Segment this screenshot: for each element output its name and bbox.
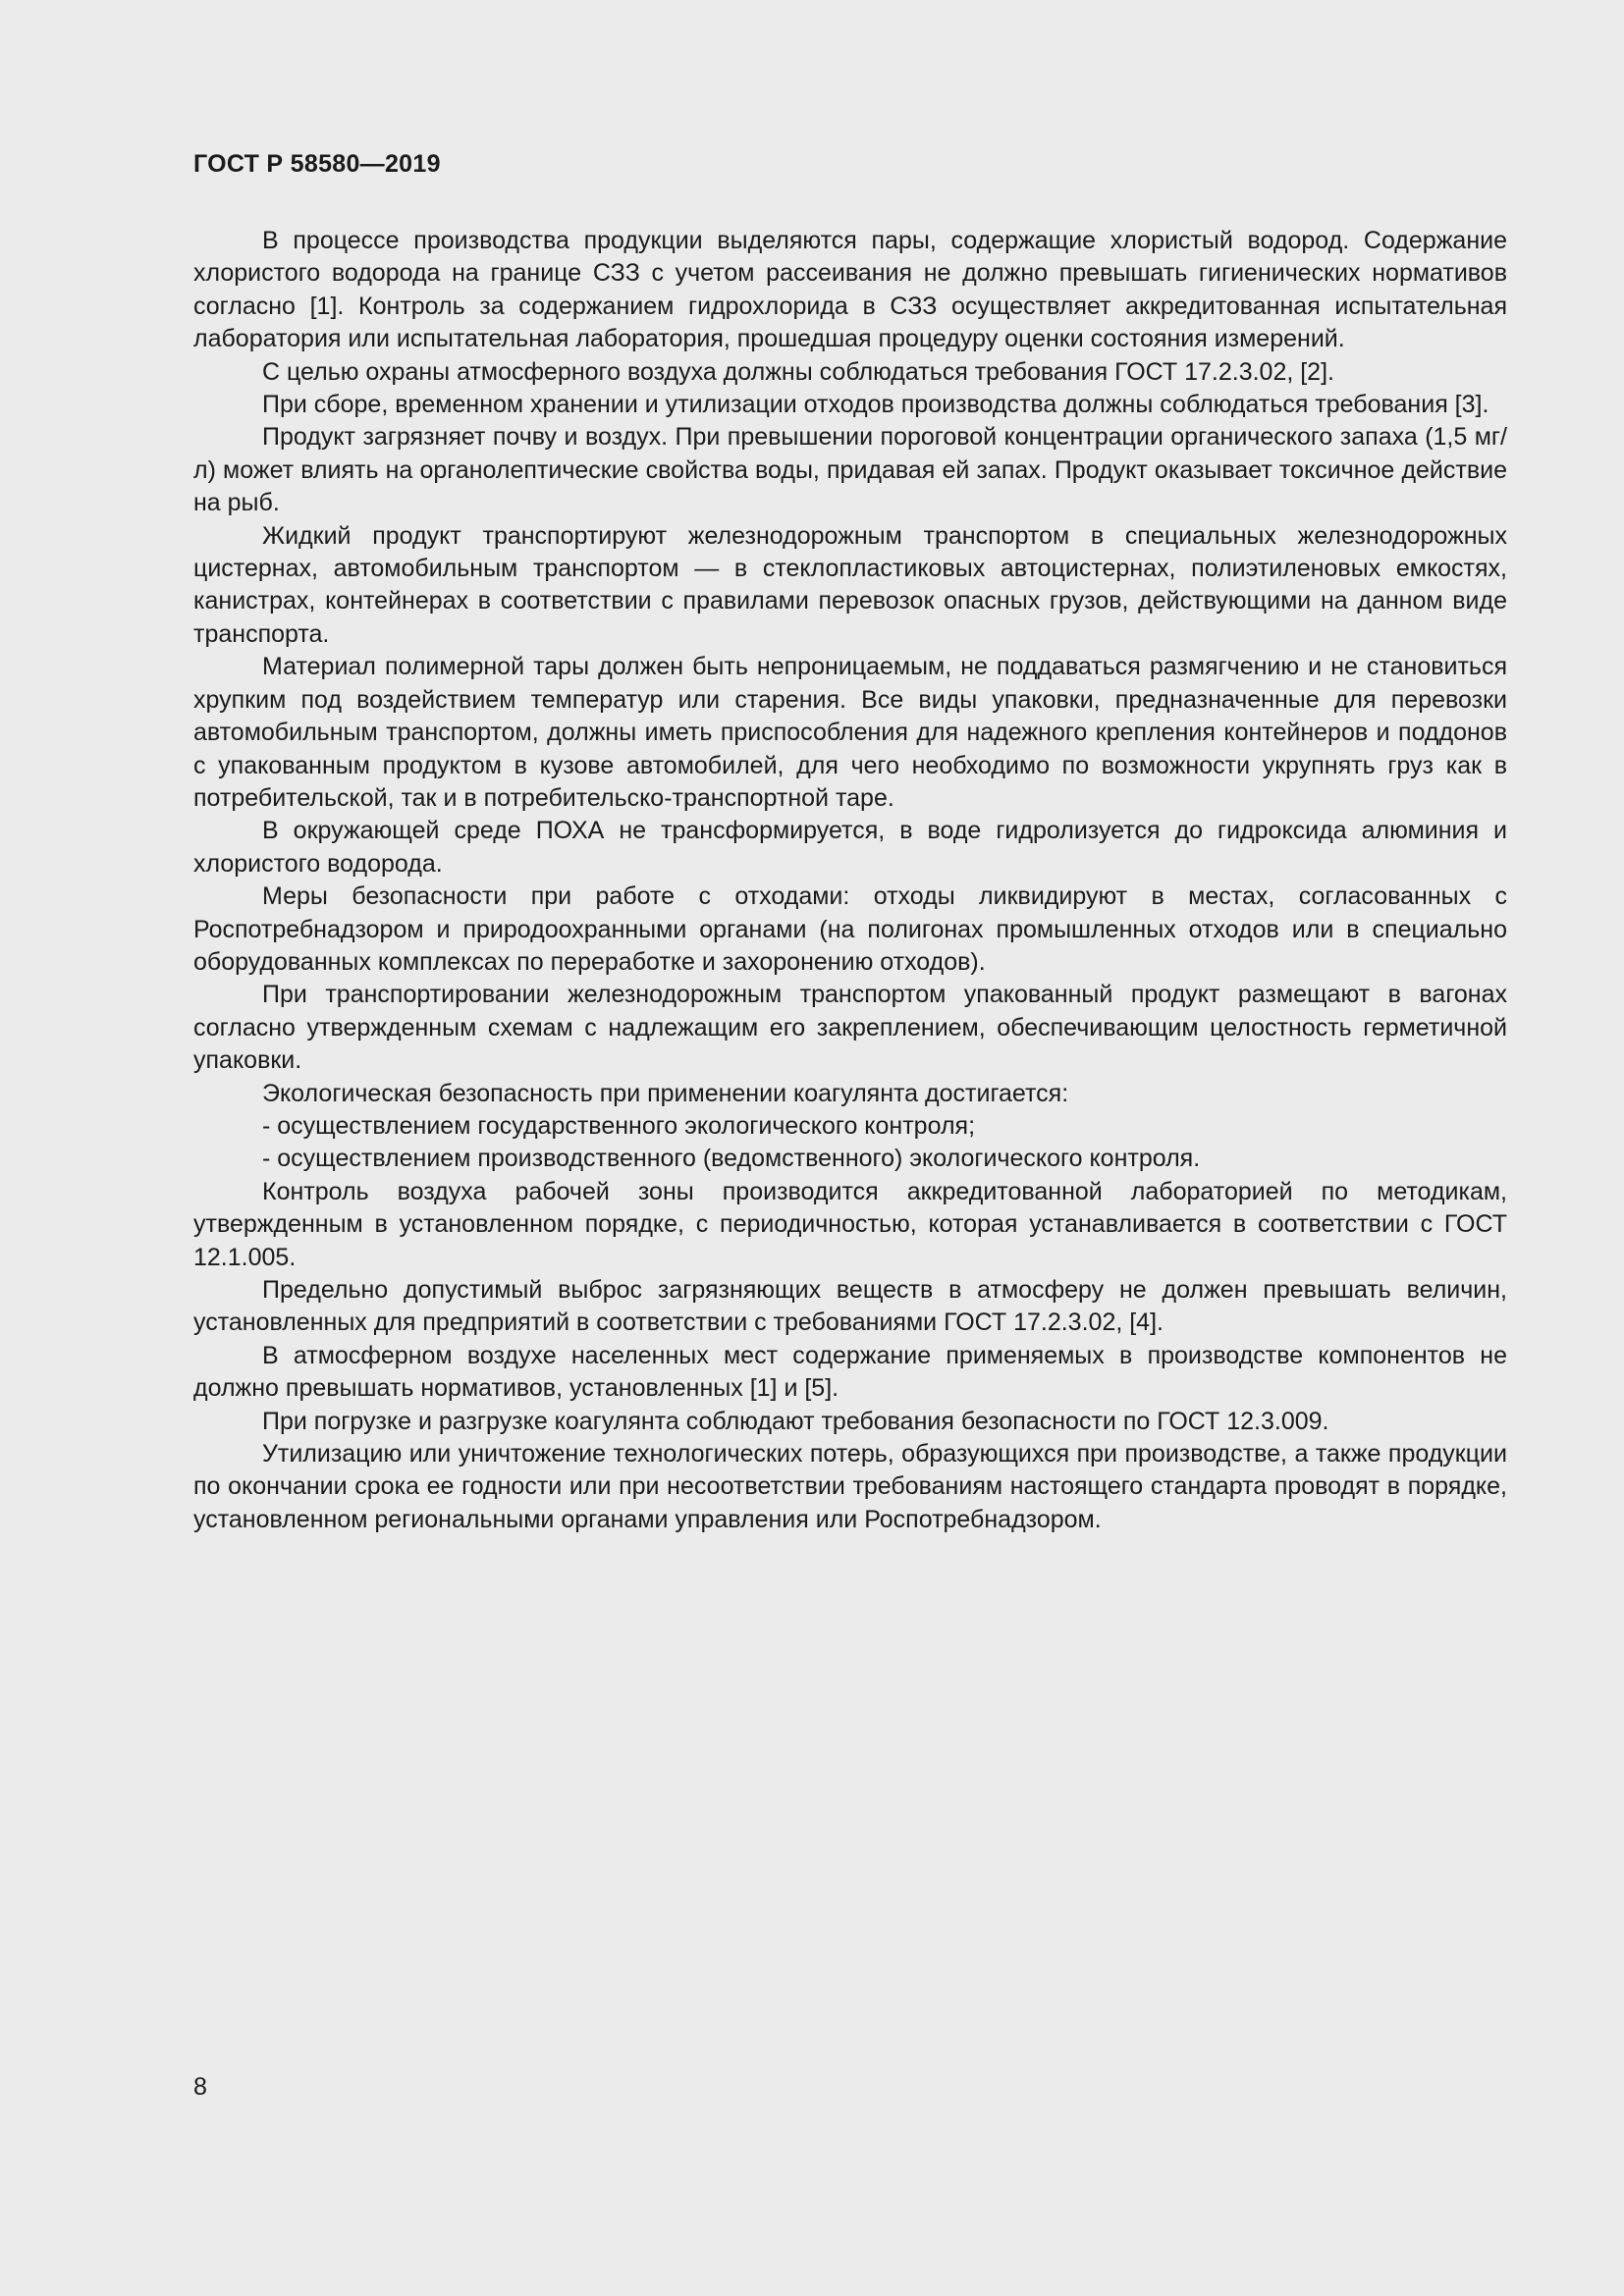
paragraph-transport: Жидкий продукт транспортируют железнодорожным транспортом в специальных железнодорожных цистернах, автомобильным транспортом — в стеклопластиковых автоцистернах, полиэтиленовых емкостях, канистрах, контейнерах в соответствии с правилами перевозок опасных грузов, действующими на данном виде транспорта. (193, 521, 1507, 648)
paragraph-emission-limit: Предельно допустимый выброс загрязняющих веществ в атмосферу не должен превышать величин, установленных для предприятий в соответствии с требованиями ГОСТ 17.2.3.02, [4]. (193, 1276, 1507, 1337)
paragraph-container-material: Материал полимерной тары должен быть непроницаемым, не поддаваться размягчению и не становиться хрупким под воздействием температур или старения. Все виды упаковки, предназначенные для перевозки автомобильным транспортом, должны иметь приспособления для надежного крепления контейнеров и поддонов с упакованным продуктом в кузове автомобилей, для чего необходимо по возможности укрупнять груз как в потребительской, так и в потребительско-транспортной таре. (193, 653, 1507, 812)
paragraph-disposal: Утилизацию или уничтожение технологических потерь, образующихся при производстве, а также продукции по окончании срока ее годности или при несоответствии требованиям настоящего стандарта проводят в порядке, установленном региональными органами управления или Роспотребнадзором. (193, 1440, 1507, 1533)
paragraph-residential-air: В атмосферном воздухе населенных мест содержание применяемых в производстве компонентов не должно превышать нормативов, установленных [1] и [5]. (193, 1341, 1507, 1403)
paragraph-soil-pollution: Продукт загрязняет почву и воздух. При превышении пороговой концентрации органического запаха (1,5 мг/л) может влиять на органолептические свойства воды, придавая ей запах. Продукт оказывает токсичное действие на рыб. (193, 423, 1507, 517)
document-body (193, 225, 1507, 1536)
paragraph-workplace-air: Контроль воздуха рабочей зоны производится аккредитованной лабораторией по методикам, утвержденным в установленном порядке, с периодичностью, которая устанавливается в соответствии с ГОСТ 12.1.005. (193, 1177, 1507, 1271)
paragraph-air-protection: С целью охраны атмосферного воздуха должны соблюдаться требования ГОСТ 17.2.3.02, [2]. (262, 357, 1334, 386)
list-item-state-control: - осуществлением государственного экологического контроля; (262, 1111, 976, 1140)
paragraph-hcl-emissions: В процессе производства продукции выделяются пары, содержащие хлористый водород. Содержание хлористого водорода на границе СЗЗ с учетом рассеивания не должно превышать гигиенических нормативов согласно [1]. Контроль за содержанием гидрохлорида в СЗЗ осуществляет аккредитованная испытательная лаборатория или испытательная лаборатория, прошедшая процедуру оценки состояния измерений. (193, 227, 1507, 353)
paragraph-rail-transport: При транспортировании железнодорожным транспортом упакованный продукт размещают в вагонах согласно утвержденным схемам с надлежащим его закреплением, обеспечивающим целостность герметичной упаковки. (193, 981, 1507, 1075)
paragraph-waste-safety: Меры безопасности при работе с отходами: отходы ликвидируют в местах, согласованных с Роспотребнадзором и природоохранными органами (на полигонах промышленных отходов или в специально оборудованных комплексах по переработке и захоронению отходов). (193, 882, 1507, 976)
list-item-production-control: - осуществлением производственного (ведомственного) экологического контроля. (262, 1145, 1201, 1173)
page-number: 8 (193, 2073, 207, 2101)
paragraph-waste-storage: При сборе, временном хранении и утилизации отходов производства должны соблюдаться требования [3]. (262, 391, 1489, 419)
paragraph-loading-safety: При погрузке и разгрузке коагулянта соблюдают требования безопасности по ГОСТ 12.3.009. (262, 1407, 1329, 1435)
paragraph-environment-behavior: В окружающей среде ПОХА не трансформируется, в воде гидролизуется до гидроксида алюминия и хлористого водорода. (193, 817, 1507, 878)
document-header: ГОСТ Р 58580—2019 (193, 150, 441, 178)
paragraph-ecological-safety: Экологическая безопасность при применении коагулянта достигается: (262, 1079, 1069, 1107)
